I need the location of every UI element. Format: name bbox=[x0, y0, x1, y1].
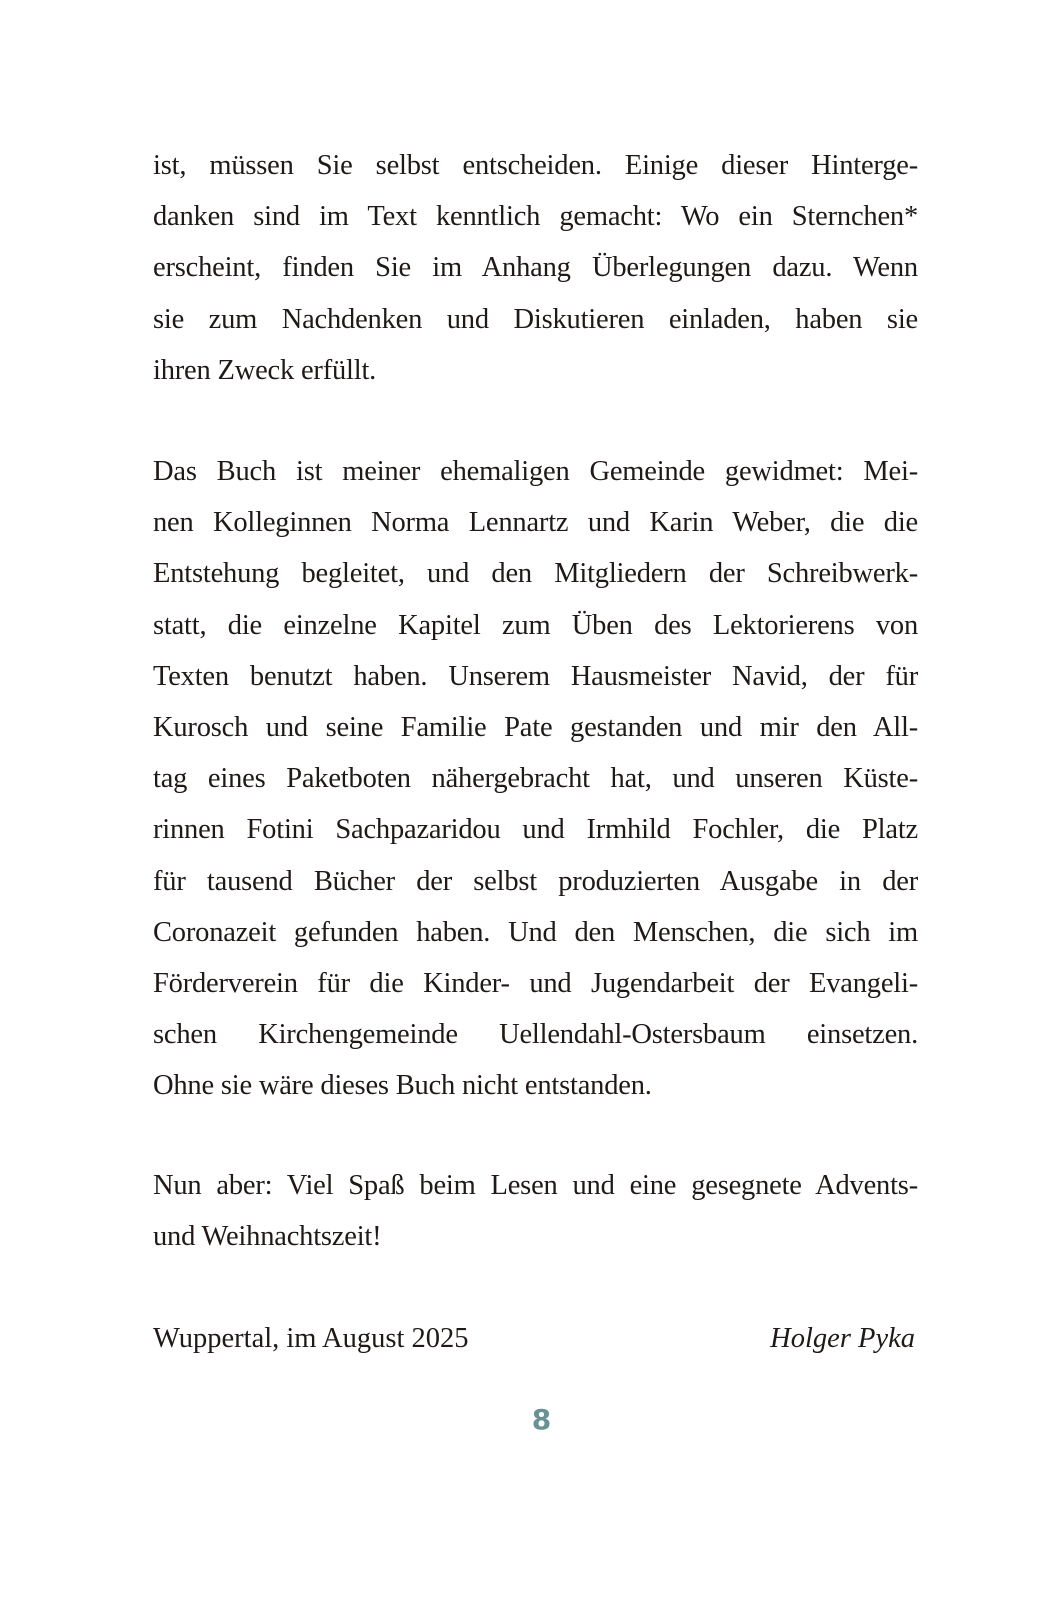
text-line: nen Kolleginnen Norma Lennartz und Karin Weber, die die bbox=[153, 507, 918, 539]
text-line: ist, müssen Sie selbst entscheiden. Einige dieser Hinterge- bbox=[153, 150, 918, 181]
text-line: und Weihnachtszeit! bbox=[153, 1221, 382, 1253]
text-line: Förderverein für die Kinder- und Jugendarbeit der Evangeli- bbox=[153, 967, 918, 999]
text-line: Texten benutzt haben. Unserem Hausmeister Navid, der für bbox=[153, 660, 918, 692]
text-line: Das Buch ist meiner ehemaligen Gemeinde gewidmet: Mei- bbox=[153, 456, 918, 487]
signature-row bbox=[153, 1313, 915, 1364]
text-line: statt, die einzelne Kapitel zum Üben des Lektorierens von bbox=[153, 609, 918, 641]
text-line: erscheint, finden Sie im Anhang Überlegungen dazu. Wenn bbox=[153, 252, 918, 284]
text-line: Ohne sie wäre dieses Buch nicht entstanden. bbox=[153, 1070, 652, 1102]
place-date: Wuppertal, im August 2025 bbox=[153, 1323, 469, 1354]
author-signature: Holger Pyka bbox=[770, 1323, 915, 1354]
text-line: Coronazeit gefunden haben. Und den Menschen, die sich im bbox=[153, 916, 918, 948]
text-line: Entstehung begleitet, und den Mitgliedern der Schreibwerk- bbox=[153, 558, 918, 590]
page-number: 8 bbox=[531, 1403, 552, 1436]
text-line: tag eines Paketboten nähergebracht hat, und unseren Küste- bbox=[153, 763, 918, 795]
text-line: rinnen Fotini Sachpazaridou und Irmhild Fochler, die Platz bbox=[153, 814, 918, 846]
text-line: für tausend Bücher der selbst produzierten Ausgabe in der bbox=[153, 865, 918, 897]
text-line: Nun aber: Viel Spaß beim Lesen und eine gesegnete Advents- bbox=[153, 1170, 918, 1201]
text-line: ihren Zweck erfüllt. bbox=[153, 354, 377, 386]
text-line: Kurosch und seine Familie Pate gestanden und mir den All- bbox=[153, 711, 918, 743]
paragraph-closing-wish bbox=[153, 1160, 918, 1262]
text-line: schen Kirchengemeinde Uellendahl-Ostersbaum einsetzen. bbox=[153, 1019, 918, 1051]
paragraph-dedication bbox=[153, 446, 918, 1111]
text-line: sie zum Nachdenken und Diskutieren einladen, haben sie bbox=[153, 303, 918, 335]
text-line: danken sind im Text kenntlich gemacht: Wo ein Sternchen* bbox=[153, 201, 918, 233]
paragraph-intro-end bbox=[153, 140, 918, 396]
